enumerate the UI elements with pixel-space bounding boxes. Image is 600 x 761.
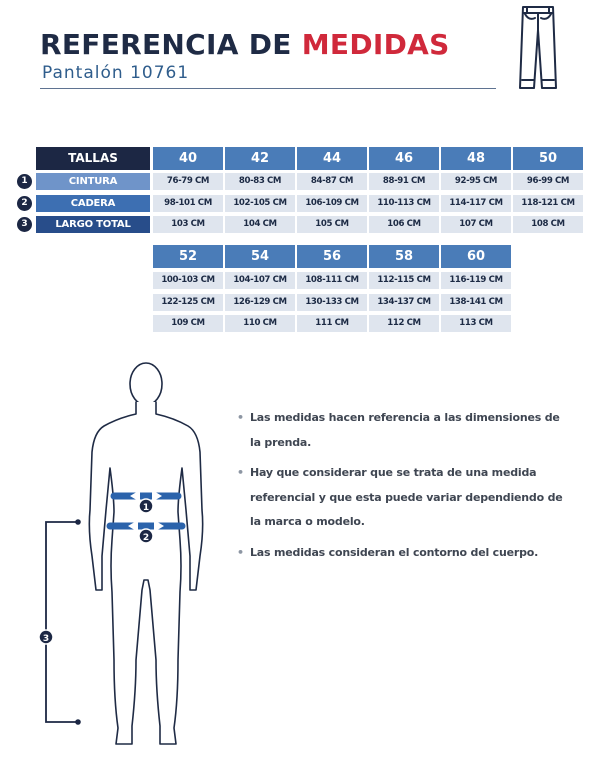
marker-2-icon bbox=[139, 529, 153, 543]
measure-cell: 112-115 CM bbox=[369, 272, 439, 289]
title-accent: MEDIDAS bbox=[301, 28, 450, 61]
row-label-cintura: CINTURA bbox=[36, 173, 150, 190]
measure-cell: 106-109 CM bbox=[297, 195, 367, 212]
size-header-46: 46 bbox=[369, 147, 439, 170]
size-header-54: 54 bbox=[225, 245, 295, 268]
tallas-header: TALLAS bbox=[36, 147, 150, 170]
size-header-56: 56 bbox=[297, 245, 367, 268]
page-title bbox=[40, 28, 450, 61]
row-number-badge: 2 bbox=[16, 195, 33, 212]
size-header-40: 40 bbox=[153, 147, 223, 170]
marker-3-icon bbox=[39, 630, 53, 644]
svg-text:3: 3 bbox=[42, 634, 50, 644]
measure-cell: 80-83 CM bbox=[225, 173, 295, 190]
measure-cell: 113 CM bbox=[441, 315, 511, 332]
measure-cell: 111 CM bbox=[297, 315, 367, 332]
measure-cell: 110-113 CM bbox=[369, 195, 439, 212]
measure-cell: 118-121 CM bbox=[513, 195, 583, 212]
note-text: Las medidas consideran el contorno del cuerpo. bbox=[250, 545, 539, 559]
measure-cell: 96-99 CM bbox=[513, 173, 583, 190]
measure-cell: 110 CM bbox=[225, 315, 295, 332]
size-header-42: 42 bbox=[225, 147, 295, 170]
measure-cell: 108-111 CM bbox=[297, 272, 367, 289]
measure-cell: 103 CM bbox=[153, 216, 223, 233]
bullet-dot-icon: • bbox=[237, 545, 244, 559]
measure-cell: 116-119 CM bbox=[441, 272, 511, 289]
note-text: Las medidas hacen referencia a las dimensiones de la prenda. bbox=[250, 411, 560, 449]
measure-cell: 109 CM bbox=[153, 315, 223, 332]
note-item bbox=[234, 541, 564, 566]
measure-cell: 100-103 CM bbox=[153, 272, 223, 289]
measure-cell: 104 CM bbox=[225, 216, 295, 233]
measure-cell: 130-133 CM bbox=[297, 294, 367, 311]
svg-text:1: 1 bbox=[142, 503, 150, 513]
measure-cell: 134-137 CM bbox=[369, 294, 439, 311]
size-header-44: 44 bbox=[297, 147, 367, 170]
title-main: REFERENCIA DE bbox=[40, 28, 302, 61]
measure-cell: 105 CM bbox=[297, 216, 367, 233]
measure-cell: 138-141 CM bbox=[441, 294, 511, 311]
size-header-50: 50 bbox=[513, 147, 583, 170]
size-header-60: 60 bbox=[441, 245, 511, 268]
marker-1-icon bbox=[139, 499, 153, 513]
measure-cell: 88-91 CM bbox=[369, 173, 439, 190]
note-item bbox=[234, 406, 564, 455]
measure-cell: 126-129 CM bbox=[225, 294, 295, 311]
row-label-cadera: CADERA bbox=[36, 195, 150, 212]
body-figure-illustration bbox=[30, 360, 250, 760]
header-divider bbox=[40, 88, 496, 89]
size-header-58: 58 bbox=[369, 245, 439, 268]
measure-cell: 107 CM bbox=[441, 216, 511, 233]
bullet-dot-icon: • bbox=[237, 466, 244, 479]
row-label-largo-total: LARGO TOTAL bbox=[36, 216, 150, 233]
size-header-52: 52 bbox=[153, 245, 223, 268]
page-subtitle: Pantalón 10761 bbox=[42, 63, 190, 83]
svg-text:2: 2 bbox=[142, 533, 150, 543]
measure-cell: 98-101 CM bbox=[153, 195, 223, 212]
measure-cell: 102-105 CM bbox=[225, 195, 295, 212]
length-bracket bbox=[46, 519, 81, 725]
pants-icon bbox=[517, 4, 559, 90]
row-number-badge: 3 bbox=[16, 216, 33, 233]
row-number-badge: 1 bbox=[16, 173, 33, 190]
measure-cell: 84-87 CM bbox=[297, 173, 367, 190]
measure-cell: 106 CM bbox=[369, 216, 439, 233]
note-item bbox=[234, 461, 564, 535]
size-header-48: 48 bbox=[441, 147, 511, 170]
measure-cell: 92-95 CM bbox=[441, 173, 511, 190]
notes-list bbox=[234, 406, 564, 571]
body-outline bbox=[89, 363, 202, 744]
note-text: Hay que considerar que se trata de una medida referencial y que esta puede variar dependiendo de la marca o modelo. bbox=[250, 466, 563, 528]
measure-cell: 108 CM bbox=[513, 216, 583, 233]
measure-cell: 122-125 CM bbox=[153, 294, 223, 311]
measure-cell: 112 CM bbox=[369, 315, 439, 332]
measure-cell: 114-117 CM bbox=[441, 195, 511, 212]
bullet-dot-icon: • bbox=[237, 411, 244, 424]
measure-cell: 76-79 CM bbox=[153, 173, 223, 190]
measure-cell: 104-107 CM bbox=[225, 272, 295, 289]
